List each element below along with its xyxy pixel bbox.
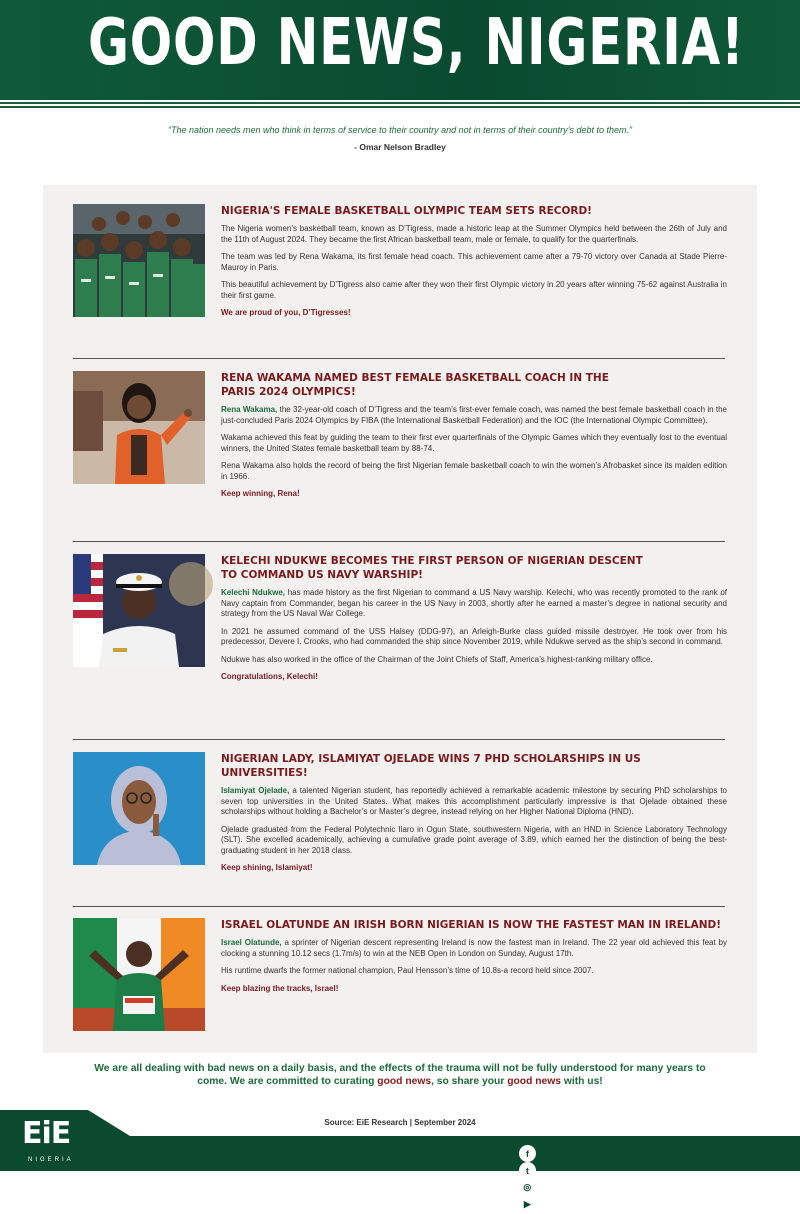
phone-number[interactable]: 07087784788: [408, 1172, 483, 1187]
navy-officer-photo: [73, 554, 205, 667]
message-text: We are all dealing with bad news on a daily basis, and the effects of the trauma will not be fully understood for many years to come. We are committed to curating: [94, 1063, 706, 1087]
story-paragraph: Ojelade graduated from the Federal Polytechnic Ilaro in Ogun State, southwestern Nigeria, with an HND in Science Laboratory Technology (SLT). She excelled academically, achieving a cumulative grade point average of 3.89, which earned her the distinction of being the best-graduating student in her 2018 class.: [221, 824, 727, 855]
separator: |: [498, 1171, 503, 1189]
facebook-icon[interactable]: f: [519, 1145, 536, 1162]
story-headline: [221, 554, 727, 582]
paragraph-body: has made history as the first Nigerian to command a US Navy warship. Kelechi, who was recently promoted to the rank of Navy captain from Commander, began his career in the US Navy in 2003, shortly after he earned a master’s degree in national security and strategy from the US Naval War College.: [221, 588, 728, 618]
separator: |: [388, 1171, 393, 1189]
story-closing: Keep winning, Rena!: [221, 489, 300, 498]
source-note: Source: EiE Research | September 2024: [324, 1118, 476, 1127]
story-paragraph: Ndukwe has also worked in the office of the Chairman of the Joint Chiefs of Staff, America’s highest-ranking military office.: [221, 654, 653, 664]
story-paragraph: Rena Wakama also holds the record of being the first Nigerian female basketball coach to win the women’s Afrobasket since its maiden edition in 1966.: [221, 461, 727, 481]
story-closing: Keep shining, Islamiyat!: [221, 863, 313, 872]
divider: [73, 906, 725, 907]
headline-line: RENA WAKAMA NAMED BEST FEMALE BASKETBALL COACH IN THE: [221, 372, 609, 384]
story-headline: NIGERIA'S FEMALE BASKETBALL OLYMPIC TEAM SETS RECORD!: [221, 205, 592, 217]
story-closing: Congratulations, Kelechi!: [221, 672, 318, 681]
divider: [73, 358, 725, 359]
coach-photo: [73, 371, 205, 484]
page-title: GOOD NEWS, NIGERIA!: [88, 6, 745, 80]
message-text: with us!: [560, 1076, 603, 1087]
paragraph-body: the 32-year-old coach of D’Tigress and the team’s first-ever female coach, was named the best female basketball coach in the just-concluded Paris 2024 Olympics by FIBA (the International Basketball Federation) and the IOC (the International Olympic Committee).: [221, 405, 728, 425]
youtube-icon[interactable]: ▶: [519, 1196, 536, 1213]
student-photo: [73, 752, 205, 865]
logo-subtitle: NIGERIA: [28, 1157, 74, 1163]
story-paragraph: The Nigeria women’s basketball team, known as D’Tigress, made a historic leap at the Summer Olympics held between the 26th of July and the 11th of August 2024. They became the first African basketball team, male or female, to qualify for the quarterfinals.: [221, 224, 727, 244]
social-handle[interactable]: EIENIGERIA: [543, 1172, 612, 1187]
story-paragraph: [221, 786, 727, 818]
story-headline: [221, 371, 727, 399]
email-link[interactable]: info@eienigeria.org: [267, 1172, 373, 1187]
divider: [73, 739, 725, 740]
instagram-icon[interactable]: ◎: [519, 1179, 536, 1196]
story-paragraph: This beautiful achievement by D’Tigress also came after they won their first Olympic victory in 20 years after winning 75-62 against Australia in their first game.: [221, 280, 727, 300]
team-photo: [73, 204, 205, 317]
story-closing: We are proud of you, D’Tigresses!: [221, 308, 351, 317]
website-link[interactable]: www.eienigeria.org: [130, 1172, 232, 1187]
headline-line: KELECHI NDUKWE BECOMES THE FIRST PERSON OF NIGERIAN DESCENT: [221, 555, 643, 567]
good-news-highlight: good news: [507, 1076, 561, 1087]
divider: [0, 106, 800, 108]
person-name: Islamiyat Ojelade,: [221, 786, 290, 795]
quote-text: “The nation needs men who think in terms of service to their country and not in terms of their country’s debt to them.”: [167, 125, 633, 135]
message-text: , so share your: [431, 1076, 508, 1087]
story-paragraph: Wakama achieved this feat by guiding the team to their first ever quarterfinals of the Olympic Games which they eventually lost to the eventual winners, the United States female basketball team by 88-74.: [221, 433, 727, 453]
headline-line: TO COMMAND US NAVY WARSHIP!: [221, 569, 423, 581]
twitter-icon[interactable]: t: [519, 1162, 536, 1179]
eie-logo: EiE: [22, 1116, 71, 1151]
story-paragraph: [221, 405, 727, 426]
story-headline: NIGERIAN LADY, ISLAMIYAT OJELADE WINS 7 PHD SCHOLARSHIPS IN US UNIVERSITIES!: [221, 753, 641, 779]
social-icons: [519, 1145, 536, 1213]
contact-links: [130, 1146, 612, 1214]
divider: [73, 541, 725, 542]
good-news-highlight: good news: [377, 1076, 432, 1087]
footer-message: [90, 1062, 710, 1088]
story-paragraph: [221, 938, 727, 959]
person-name: Kelechi Ndukwe,: [221, 588, 286, 597]
header-banner: [0, 0, 800, 100]
story-paragraph: [221, 588, 727, 620]
headline-line: PARIS 2024 OLYMPICS!: [221, 386, 356, 398]
quote-author: - Omar Nelson Bradley: [354, 142, 446, 152]
paragraph-body: a talented Nigerian student, has reportedly achieved a remarkable academic milestone by securing PhD scholarships to seven top universities in the United States. What makes this accomplishment particularly impressive is that Ojelade obtained these scholarships without holding a Bachelor’s or Master’s degree, instead relying on her Higher National Diploma (HND).: [221, 786, 728, 816]
person-name: Rena Wakama,: [221, 405, 278, 414]
story-closing: Keep blazing the tracks, Israel!: [221, 983, 339, 993]
story-paragraph: In 2021 he assumed command of the USS Halsey (DDG-97), an Arleigh-Burke class guided missile destroyer. He took over from his predecessor, Devere I. Crooks, who had commanded the ship since November 2019, while Ndukwe served as the ship’s second in command.: [221, 626, 727, 646]
paragraph-body: a sprinter of Nigerian descent representing Ireland is now the fastest man in Ireland. The 22 year old achieved this feat by clocking a stunning 10.12 secs (1.7m/s) to win at the NEB Open in London on Sunday, August 17th.: [221, 938, 727, 958]
sprinter-photo: [73, 918, 205, 1031]
separator: |: [247, 1171, 252, 1189]
story-paragraph: His runtime dwarfs the former national champion, Paul Hensson’s time of 10.8s-a record held since 2007.: [221, 966, 594, 975]
story-paragraph: The team was led by Rena Wakama, its first female head coach. This achievement came after a 79-70 victory over Canada at Stade Pierre-Mauroy in Paris.: [221, 252, 727, 272]
story-headline: ISRAEL OLATUNDE AN IRISH BORN NIGERIAN IS NOW THE FASTEST MAN IN IRELAND!: [221, 919, 721, 931]
person-name: Israel Olatunde,: [221, 938, 282, 947]
